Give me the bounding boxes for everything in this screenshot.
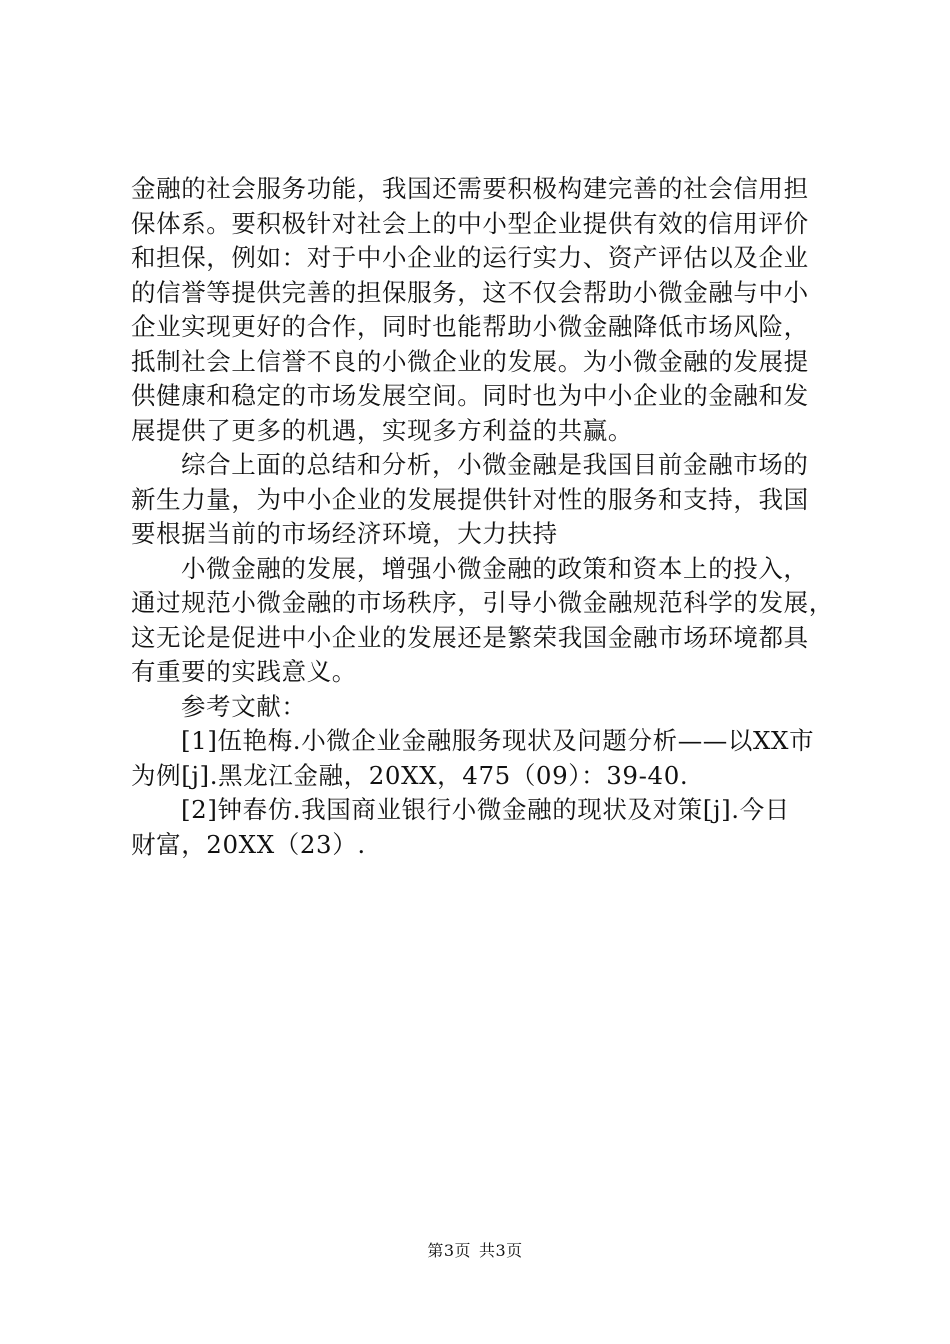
references-heading: 参考文献： <box>181 691 307 721</box>
text-line: 综合上面的总结和分析，小微金融是我国目前金融市场的 <box>181 450 809 479</box>
text-line: 供健康和稳定的市场发展空间。同时也为中小企业的金融和发 <box>131 381 809 410</box>
text-line: 的信誉等提供完善的担保服务，这不仅会帮助小微金融与中小 <box>131 277 809 307</box>
text-line: 抵制社会上信誉不良的小微企业的发展。为小微金融的发展提 <box>131 346 809 376</box>
text-line: 和担保，例如：对于中小企业的运行实力、资产评估以及企业 <box>131 243 809 272</box>
text-line: 企业实现更好的合作，同时也能帮助小微金融降低市场风险， <box>131 312 809 341</box>
text-line: 金融的社会服务功能，我国还需要积极构建完善的社会信用担 <box>131 174 809 203</box>
text-line: 这无论是促进中小企业的发展还是繁荣我国金融市场环境都具 <box>131 622 809 652</box>
text-line: 保体系。要积极针对社会上的中小型企业提供有效的信用评价 <box>131 208 809 238</box>
text-line: 展提供了更多的机遇，实现多方利益的共赢。 <box>131 415 633 445</box>
reference-entry: 财富，20XX（23）. <box>131 829 366 859</box>
text-line: 通过规范小微金融的市场秩序，引导小微金融规范科学的发展， <box>131 588 834 617</box>
document-body <box>131 172 834 862</box>
page-footer <box>0 1241 950 1261</box>
reference-entry: 为例[j].黑龙江金融，20XX，475（09）：39-40. <box>131 760 689 790</box>
text-line: 新生力量，为中小企业的发展提供针对性的服务和支持，我国 <box>131 484 809 514</box>
text-line: 小微金融的发展，增强小微金融的政策和资本上的投入， <box>181 553 809 583</box>
page-total: 共3页 <box>479 1241 523 1260</box>
text-line: 要根据当前的市场经济环境，大力扶持 <box>131 519 558 548</box>
text-line: 有重要的实践意义。 <box>131 657 357 686</box>
reference-entry: [1]伍艳梅.小微企业金融服务现状及问题分析——以XX市 <box>181 726 815 755</box>
page-number: 第3页 <box>427 1241 471 1260</box>
reference-entry: [2]钟春仿.我国商业银行小微金融的现状及对策[j].今日 <box>181 795 790 824</box>
